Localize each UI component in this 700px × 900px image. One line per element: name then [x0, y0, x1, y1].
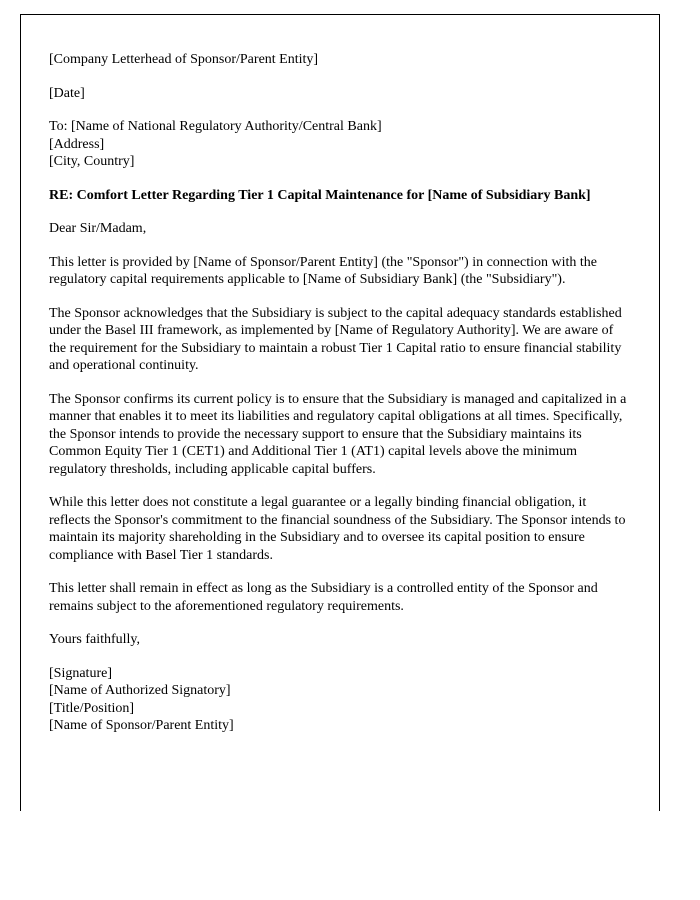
recipient-to-line: To: [Name of National Regulatory Authority/Central Bank]: [49, 119, 382, 134]
signatory-title-line: [Title/Position]: [49, 700, 135, 716]
body-paragraph-1: This letter is provided by [Name of Sponsor/Parent Entity] (the "Sponsor") in connection with the regulatory capital requirements applicable to [Name of Subsidiary Bank] (the "Subsidiary").: [49, 254, 597, 287]
recipient-block: [49, 118, 629, 171]
subject-line: RE: Comfort Letter Regarding Tier 1 Capital Maintenance for [Name of Subsidiary Bank]: [49, 187, 591, 203]
body-paragraph-5: This letter shall remain in effect as long as the Subsidiary is a controlled entity of the Sponsor and remains subject to the aforementioned regulatory requirements.: [49, 581, 598, 614]
body-paragraph-4: While this letter does not constitute a legal guarantee or a legally binding financial obligation, it reflects the Sponsor's commitment to the financial soundness of the Subsidiary. The Sponsor intends to maintain its majority shareholding in the Subsidiary and to oversee its capital position to ensure compliance with Basel Tier 1 standards.: [49, 495, 626, 563]
recipient-city-line: [City, Country]: [49, 154, 135, 169]
signatory-name-line: [Name of Authorized Signatory]: [49, 683, 231, 698]
recipient-address-line: [Address]: [49, 136, 105, 152]
date-line: [Date]: [49, 85, 85, 101]
salutation: Dear Sir/Madam,: [49, 221, 147, 236]
closing-line: Yours faithfully,: [49, 632, 141, 647]
sponsor-entity-line: [Name of Sponsor/Parent Entity]: [49, 718, 234, 733]
body-paragraph-3: The Sponsor confirms its current policy is to ensure that the Subsidiary is managed and capitalized in a manner that enables it to meet its liabilities and regulatory capital obligations at all times. Specifically, the Sponsor intends to provide the necessary support to ensure that the Subsidiary maintains its Common Equity Tier 1 (CET1) and Additional Tier 1 (AT1) capital levels above the minimum regulatory thresholds, including applicable capital buffers.: [49, 391, 627, 477]
signature-block: [49, 665, 629, 735]
letter-frame: [20, 14, 660, 811]
signature-line: [Signature]: [49, 665, 112, 681]
letterhead-line: [Company Letterhead of Sponsor/Parent Entity]: [49, 52, 319, 67]
body-paragraph-2: The Sponsor acknowledges that the Subsidiary is subject to the capital adequacy standards established under the Basel III framework, as implemented by [Name of Regulatory Authority]. We are aware of the requirement for the Subsidiary to maintain a robust Tier 1 Capital ratio to ensure financial stability and operational continuity.: [49, 305, 622, 373]
